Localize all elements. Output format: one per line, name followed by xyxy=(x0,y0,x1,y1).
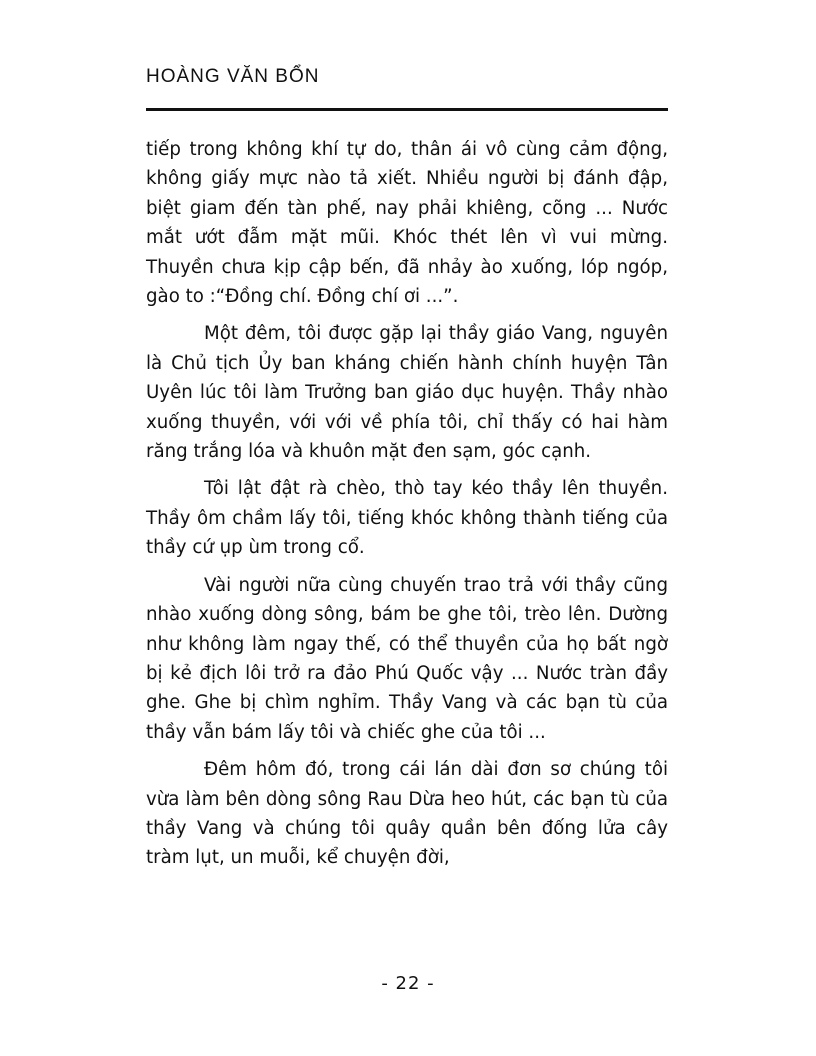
paragraph-continuation: tiếp trong không khí tự do, thân ái vô cùng cảm động, không giấy mực nào tả xiết. Nhiều người bị đánh đập, biệt giam đến tàn phế, nay phải khiêng, cõng ... Nước mắt ướt đẫm mặt mũi. Khóc thét lên vì vui mừng. Thuyền chưa kịp cập bến, đã nhảy ào xuống, lóp ngóp, gào to :“Đồng chí. Đồng chí ơi ...”. xyxy=(146,139,668,308)
header-rule xyxy=(146,108,668,111)
paragraph: Đêm hôm đó, trong cái lán dài đơn sơ chúng tôi vừa làm bên dòng sông Rau Dừa heo hút, các bạn tù của thầy Vang và chúng tôi quây quần bên đống lửa cây tràm lụt, un muỗi, kể chuyện đời, xyxy=(146,759,668,869)
paragraph: Một đêm, tôi được gặp lại thầy giáo Vang, nguyên là Chủ tịch Ủy ban kháng chiến hành chính huyện Tân Uyên lúc tôi làm Trưởng ban giáo dục huyện. Thầy nhào xuống thuyền, với với về phía tôi, chỉ thấy có hai hàm răng trắng lóa và khuôn mặt đen sạm, góc cạnh. xyxy=(146,323,668,463)
page-number: - 22 - xyxy=(381,973,435,994)
paragraph: Tôi lật đật rà chèo, thò tay kéo thầy lên thuyền. Thầy ôm chầm lấy tôi, tiếng khóc không thành tiếng của thầy cứ ụp ùm trong cổ. xyxy=(146,478,668,559)
paragraph: Vài người nữa cùng chuyến trao trả với thầy cũng nhào xuống dòng sông, bám be ghe tôi, trèo lên. Dường như không làm ngay thế, có thể thuyền của họ bất ngờ bị kẻ địch lôi trở ra đảo Phú Quốc vậy ... Nước tràn đầy ghe. Ghe bị chìm nghỉm. Thầy Vang và các bạn tù của thầy vẫn bám lấy tôi và chiếc ghe của tôi ... xyxy=(146,574,668,743)
body-text xyxy=(146,135,668,881)
running-head: HOÀNG VĂN BỔN xyxy=(146,66,320,87)
